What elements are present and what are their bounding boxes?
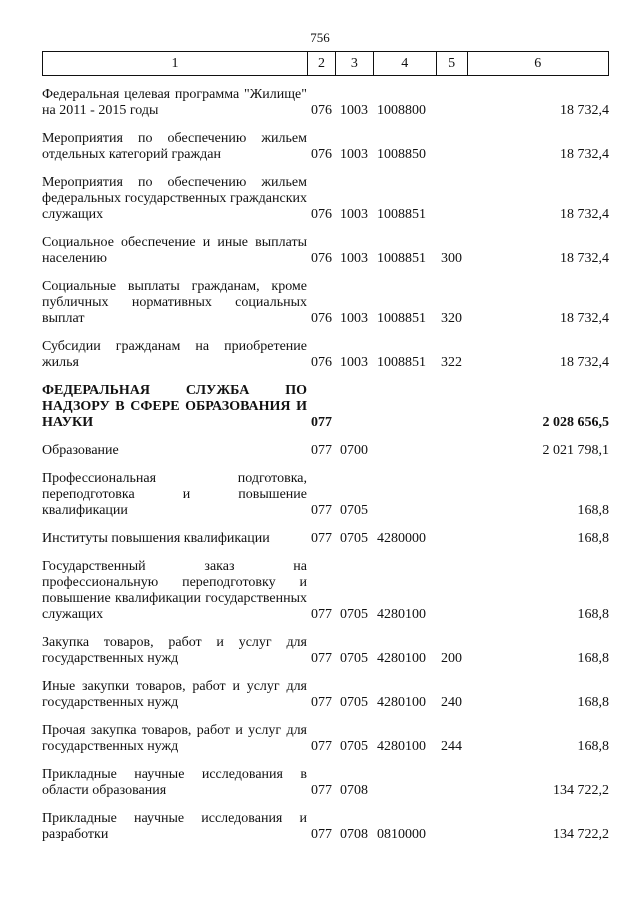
row-target-article-code: 1008800: [377, 103, 426, 118]
table-row: [42, 131, 609, 163]
row-amount: 168,8: [577, 607, 609, 622]
row-description: Иные закупки товаров, работ и услуг для государственных нужд: [42, 679, 307, 710]
table-row: [42, 679, 609, 711]
header-col-6: 6: [467, 52, 609, 75]
row-description: ФЕДЕРАЛЬНАЯ СЛУЖБА ПО НАДЗОРУ В СФЕРЕ ОБРАЗОВАНИЯ И НАУКИ: [42, 383, 307, 430]
row-target-article-code: 4280100: [377, 739, 426, 754]
row-description: Образование: [42, 443, 119, 458]
header-col-3: 3: [335, 52, 373, 75]
row-amount: 2 028 656,5: [542, 415, 609, 430]
row-expense-type-code: 300: [441, 251, 462, 266]
row-section-code: 0705: [340, 739, 368, 754]
header-col-5: 5: [436, 52, 467, 75]
row-expense-type-code: 322: [441, 355, 462, 370]
table-row: [42, 235, 609, 267]
table-row: [42, 383, 609, 431]
row-ral-code: 076: [311, 103, 332, 118]
page-number: 756: [310, 30, 330, 45]
table-row: [42, 723, 609, 755]
row-amount: 2 021 798,1: [542, 443, 609, 458]
row-description: Профессиональная подготовка, переподготовка и повышение квалификации: [42, 471, 307, 518]
table-row: [42, 339, 609, 371]
row-amount: 134 722,2: [553, 783, 609, 798]
row-section-code: 0708: [340, 783, 368, 798]
row-amount: 168,8: [577, 531, 609, 546]
row-target-article-code: 1008850: [377, 147, 426, 162]
row-target-article-code: 0810000: [377, 827, 426, 842]
row-ral-code: 076: [311, 311, 332, 326]
row-target-article-code: 1008851: [377, 251, 426, 266]
row-section-code: 1003: [340, 147, 368, 162]
row-description: Социальное обеспечение и иные выплаты населению: [42, 235, 307, 266]
table-body: [42, 87, 609, 843]
row-ral-code: 077: [311, 739, 332, 754]
row-description: Федеральная целевая программа "Жилище" на 2011 - 2015 годы: [42, 87, 307, 118]
row-expense-type-code: 320: [441, 311, 462, 326]
table-row: [42, 635, 609, 667]
table-row: [42, 767, 609, 799]
table-row: [42, 811, 609, 843]
row-section-code: 0705: [340, 531, 368, 546]
row-expense-type-code: 244: [441, 739, 462, 754]
table-row: [42, 443, 609, 459]
row-section-code: 0705: [340, 503, 368, 518]
row-section-code: 0705: [340, 695, 368, 710]
row-expense-type-code: 200: [441, 651, 462, 666]
row-amount: 168,8: [577, 651, 609, 666]
row-ral-code: 077: [311, 827, 332, 842]
row-ral-code: 077: [311, 531, 332, 546]
row-target-article-code: 4280100: [377, 607, 426, 622]
row-amount: 168,8: [577, 503, 609, 518]
row-amount: 18 732,4: [560, 103, 609, 118]
row-description: Государственный заказ на профессиональную переподготовку и повышение квалификации государственных служащих: [42, 559, 307, 622]
row-target-article-code: 4280100: [377, 695, 426, 710]
row-description: Социальные выплаты гражданам, кроме публичных нормативных социальных выплат: [42, 279, 307, 326]
row-amount: 18 732,4: [560, 147, 609, 162]
budget-table: [42, 51, 609, 855]
row-amount: 18 732,4: [560, 207, 609, 222]
row-expense-type-code: 240: [441, 695, 462, 710]
header-col-4: 4: [373, 52, 436, 75]
row-ral-code: 077: [311, 783, 332, 798]
row-target-article-code: 1008851: [377, 311, 426, 326]
row-ral-code: 077: [311, 415, 332, 430]
row-ral-code: 077: [311, 607, 332, 622]
row-section-code: 0708: [340, 827, 368, 842]
row-description: Закупка товаров, работ и услуг для государственных нужд: [42, 635, 307, 666]
table-row: [42, 471, 609, 519]
row-target-article-code: 4280000: [377, 531, 426, 546]
table-row: [42, 87, 609, 119]
row-target-article-code: 1008851: [377, 207, 426, 222]
table-row: [42, 279, 609, 327]
table-row: [42, 531, 609, 547]
row-section-code: 1003: [340, 251, 368, 266]
row-amount: 168,8: [577, 739, 609, 754]
row-amount: 18 732,4: [560, 355, 609, 370]
row-ral-code: 076: [311, 355, 332, 370]
row-section-code: 1003: [340, 207, 368, 222]
row-section-code: 0705: [340, 607, 368, 622]
row-ral-code: 076: [311, 147, 332, 162]
row-target-article-code: 4280100: [377, 651, 426, 666]
row-description: Субсидии гражданам на приобретение жилья: [42, 339, 307, 370]
row-description: Прикладные научные исследования и разработки: [42, 811, 307, 842]
row-description: Мероприятия по обеспечению жильем отдельных категорий граждан: [42, 131, 307, 162]
table-row: [42, 175, 609, 223]
row-section-code: 1003: [340, 355, 368, 370]
row-ral-code: 076: [311, 251, 332, 266]
row-amount: 18 732,4: [560, 251, 609, 266]
row-description: Прикладные научные исследования в области образования: [42, 767, 307, 798]
table-row: [42, 559, 609, 623]
row-amount: 134 722,2: [553, 827, 609, 842]
row-section-code: 0700: [340, 443, 368, 458]
row-ral-code: 077: [311, 503, 332, 518]
row-ral-code: 077: [311, 695, 332, 710]
row-amount: 168,8: [577, 695, 609, 710]
table-header: [42, 51, 609, 76]
row-ral-code: 076: [311, 207, 332, 222]
row-target-article-code: 1008851: [377, 355, 426, 370]
row-description: Институты повышения квалификации: [42, 531, 270, 546]
row-ral-code: 077: [311, 651, 332, 666]
row-section-code: 0705: [340, 651, 368, 666]
row-description: Прочая закупка товаров, работ и услуг для государственных нужд: [42, 723, 307, 754]
header-col-2: 2: [307, 52, 335, 75]
row-section-code: 1003: [340, 103, 368, 118]
row-ral-code: 077: [311, 443, 332, 458]
row-section-code: 1003: [340, 311, 368, 326]
header-col-1: 1: [171, 55, 179, 71]
row-amount: 18 732,4: [560, 311, 609, 326]
row-description: Мероприятия по обеспечению жильем федеральных государственных гражданских служащих: [42, 175, 307, 222]
